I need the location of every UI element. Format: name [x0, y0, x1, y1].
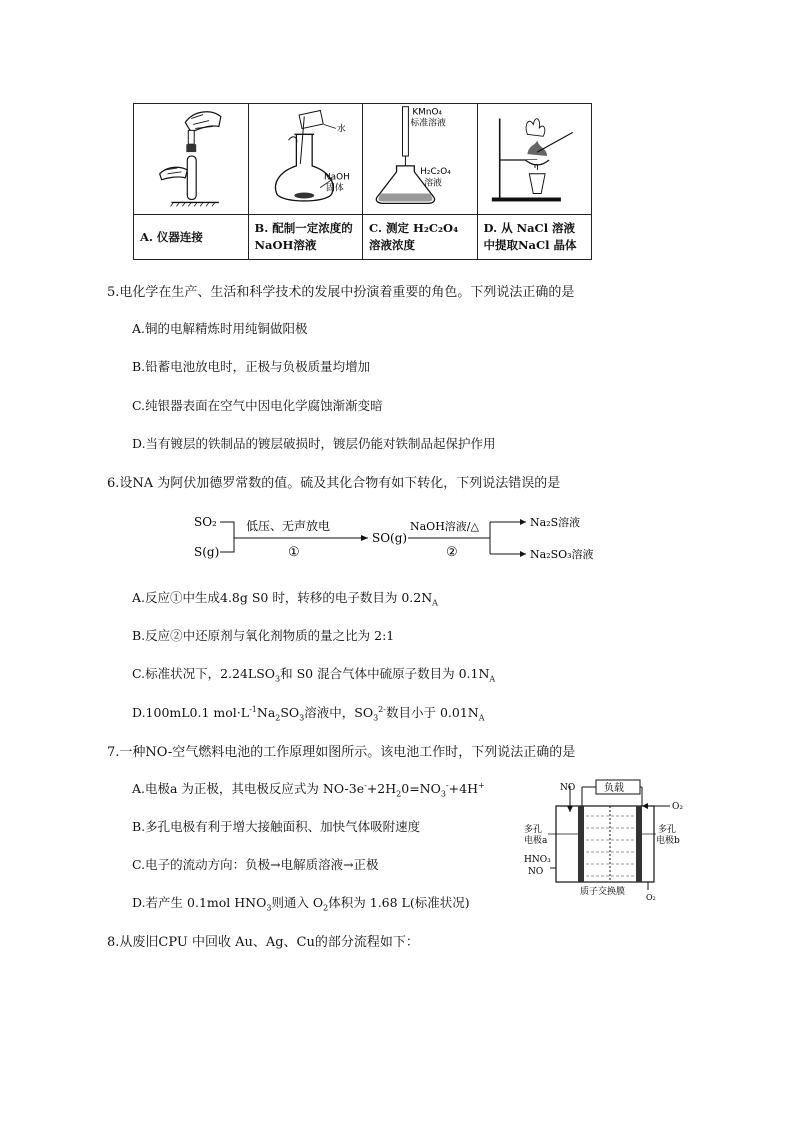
- condition-1: 低压、无声放电: [246, 519, 331, 533]
- fuel-cell-drawing: [520, 776, 695, 902]
- question-6-option-d: [132, 703, 485, 723]
- figure-a: [134, 104, 249, 215]
- reaction-number-1: ①: [288, 545, 300, 560]
- hno3-outlet-label: HNO₃: [524, 855, 551, 865]
- question-5-option-d: D.当有镀层的铁制品的镀层破损时，镀层仍能对铁制品起保护作用: [132, 436, 496, 451]
- q6d-text3: 数目小于 0.01N: [385, 705, 479, 720]
- q6c-text: C.标准状况下，2.24LSO: [132, 666, 276, 681]
- question-7-option-b: B.多孔电极有利于增大接触面积、加快气体吸附速度: [132, 819, 421, 834]
- figure-d: [477, 104, 592, 215]
- caption-c: C. 测定 H₂C₂O₄ 溶液浓度: [363, 215, 478, 260]
- q6d-subA: A: [478, 713, 485, 723]
- instrument-connection-drawing: [134, 104, 248, 214]
- q7d-text: D.若产生 0.1mol HNO: [132, 895, 267, 910]
- reactant-so2: SO₂: [194, 515, 217, 529]
- q7a-sub2: 2: [396, 789, 402, 799]
- q7a-sup1: -: [364, 780, 367, 790]
- no-outlet-label: NO: [528, 867, 544, 877]
- solid-label: 固体: [325, 183, 344, 194]
- question-7-option-c: C.电子的流动方向：负极→电解质溶液→正极: [132, 857, 379, 872]
- q6d-sub3b: 3: [373, 713, 379, 723]
- load-label: 负载: [604, 783, 624, 794]
- sulfur-conversion-scheme: [190, 508, 610, 568]
- q6c-text2: 和 S0 混合气体中硫原子数目为 0.1N: [280, 666, 490, 681]
- q6c-sub3: 3: [275, 674, 281, 684]
- caption-a: A. 仪器连接: [134, 215, 249, 260]
- standard-solution-label: 标准溶液: [410, 118, 446, 129]
- titration-drawing: [363, 104, 477, 214]
- q6d-sub3: 3: [299, 713, 305, 723]
- q6d-text2: 溶液中，SO: [304, 705, 374, 720]
- fuel-cell-diagram: [520, 776, 695, 902]
- caption-b: B. 配制一定浓度的NaOH溶液: [248, 215, 363, 260]
- reactant-s-gas: S(g): [194, 545, 220, 559]
- question-7-stem: 7.一种NO-空气燃料电池的工作原理如图所示。该电池工作时，下列说法正确的是: [107, 745, 576, 760]
- question-7-option-d: [132, 893, 470, 913]
- right-electrode-line2: 电极b: [656, 836, 680, 846]
- q6d-text: D.100mL0.1 mol·L: [132, 705, 250, 720]
- question-6-stem: 6.设NA 为阿伏加德罗常数的值。硫及其化合物有如下转化，下列说法错误的是: [107, 476, 561, 491]
- figure-c: [363, 104, 478, 215]
- q6a-text: A.反应①中生成4.8g S0 时，转移的电子数目为 0.2N: [132, 590, 433, 605]
- left-electrode-line1: 多孔: [524, 825, 543, 835]
- solution-label: 溶液: [424, 178, 442, 189]
- q6d-sup2: 2-: [378, 704, 386, 714]
- question-5-option-a: A.铜的电解精炼时用纯铜做阳极: [132, 321, 308, 336]
- q7d-sub3: 3: [266, 903, 272, 913]
- question-7-option-a: [132, 779, 485, 799]
- question-8-stem: 8.从废旧CPU 中回收 Au、Ag、Cu的部分流程如下：: [107, 935, 419, 950]
- question-5-stem: 5.电化学在生产、生活和科学技术的发展中扮演着重要的角色。下列说法正确的是: [107, 285, 575, 300]
- scheme-drawing: [190, 508, 610, 568]
- q6d-so: SO: [280, 705, 300, 720]
- q7d-sub2: 2: [323, 903, 329, 913]
- h2c2o4-label: H₂C₂O₄: [420, 166, 451, 177]
- q7d-text3: 体积为 1.68 L(标准状况): [328, 895, 470, 910]
- q6d-na: Na: [256, 705, 276, 720]
- q7a-text3: 0=NO: [401, 781, 441, 796]
- volumetric-flask-drawing: [249, 104, 363, 214]
- naoh-label: NaOH: [323, 172, 350, 183]
- q7a-sup3: +: [478, 780, 485, 790]
- right-electrode-line1: 多孔: [658, 825, 677, 835]
- figure-b: [248, 104, 363, 215]
- product-na2so3: Na₂SO₃溶液: [530, 548, 594, 561]
- question-6-option-a: [132, 588, 438, 608]
- q7a-sub3: 3: [440, 789, 446, 799]
- caption-d: D. 从 NaCl 溶液中提取NaCl 晶体: [477, 215, 592, 260]
- q6d-sub2: 2: [275, 713, 281, 723]
- question-6-option-c: [132, 664, 495, 684]
- water-label: 水: [336, 124, 346, 135]
- kmno4-label: KMnO₄: [412, 107, 443, 118]
- reaction-number-2: ②: [446, 545, 458, 560]
- q7a-text: A.电极a 为正极，其电极反应式为 NO-3e: [132, 781, 365, 796]
- left-electrode-line2: 电极a: [524, 836, 548, 846]
- q7a-text4: +4H: [448, 781, 478, 796]
- q6a-sub: A: [432, 598, 438, 608]
- o2-inlet-label: O₂: [672, 802, 683, 812]
- condition-2: NaOH溶液/△: [410, 520, 479, 533]
- q7d-text2: 则通入 O: [271, 895, 324, 910]
- intermediate-so: SO(g): [372, 531, 408, 545]
- evaporation-drawing: [478, 104, 592, 214]
- q7a-text2: +2H: [366, 781, 397, 796]
- q7a-sup2: -: [445, 780, 449, 790]
- membrane-label: 质子交换膜: [580, 887, 626, 897]
- question-5-option-b: B.铅蓄电池放电时，正极与负极质量均增加: [132, 359, 371, 374]
- q6c-subA: A: [489, 674, 496, 684]
- experiment-table: [133, 103, 592, 260]
- product-na2s: Na₂S溶液: [530, 516, 581, 529]
- o2-outlet-label: O₂: [646, 893, 656, 902]
- q6d-sup: -1: [249, 704, 257, 714]
- question-5-option-c: C.纯银器表面在空气中因电化学腐蚀渐渐变暗: [132, 398, 383, 413]
- question-6-option-b: B.反应②中还原剂与氧化剂物质的量之比为 2:1: [132, 628, 395, 643]
- no-inlet-label: NO: [560, 783, 576, 793]
